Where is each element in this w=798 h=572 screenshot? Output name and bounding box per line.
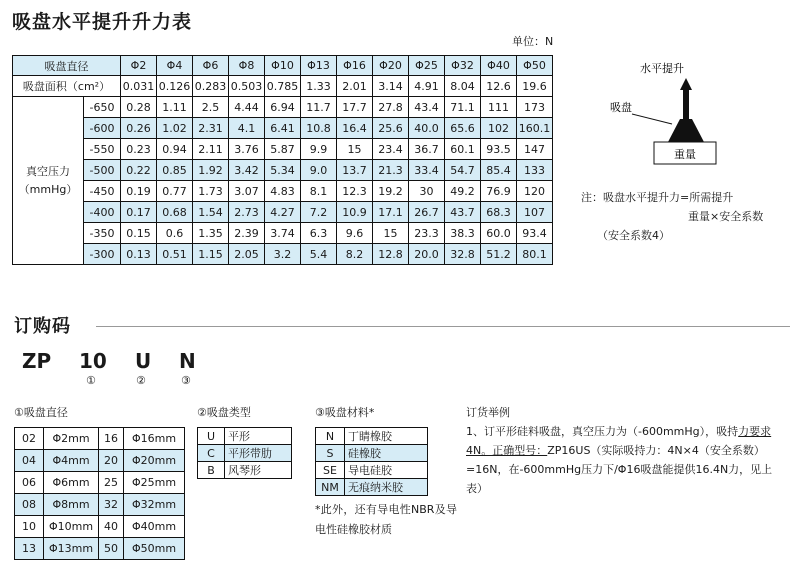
area-cell: 4.91	[409, 76, 445, 97]
lift-value-cell: 6.41	[265, 118, 301, 139]
type-name-cell: 平形带肋	[225, 445, 292, 462]
table-row	[316, 445, 428, 462]
lift-value-cell: 68.3	[481, 202, 517, 223]
material-name-cell: 无痕纳米胶	[345, 479, 428, 496]
diameter-header-cell: Φ6	[193, 56, 229, 76]
type-code-cell: U	[198, 428, 225, 445]
pressure-cell: -500	[84, 160, 121, 181]
table-row	[316, 479, 428, 496]
material-heading: ③吸盘材料*	[315, 406, 375, 419]
lift-value-cell: 23.3	[409, 223, 445, 244]
example-heading: 订货举例	[466, 406, 510, 419]
lift-value-cell: 0.68	[157, 202, 193, 223]
lift-value-cell: 65.6	[445, 118, 481, 139]
lift-value-cell: 93.5	[481, 139, 517, 160]
pressure-cell: -650	[84, 97, 121, 118]
code-marker-3: ③	[181, 374, 191, 387]
material-name-cell: 硅橡胶	[345, 445, 428, 462]
lift-value-cell: 80.1	[517, 244, 553, 265]
lift-value-cell: 102	[481, 118, 517, 139]
up-arrow-icon	[680, 78, 692, 90]
pressure-cell: -450	[84, 181, 121, 202]
type-name-cell: 风琴形	[225, 462, 292, 479]
code-part-series: ZP	[22, 349, 52, 373]
lift-value-cell: 3.42	[229, 160, 265, 181]
lift-value-cell: 10.8	[301, 118, 337, 139]
pressure-cell: -350	[84, 223, 121, 244]
diameter-cell: Φ13mm	[44, 538, 99, 560]
lift-value-cell: 1.73	[193, 181, 229, 202]
example-text	[466, 422, 786, 498]
lift-value-cell: 4.44	[229, 97, 265, 118]
lift-value-cell: 4.1	[229, 118, 265, 139]
pressure-label-line-1: 真空压力	[26, 164, 70, 178]
diameter-cell: 40	[99, 516, 124, 538]
table-row	[198, 462, 292, 479]
table-row	[198, 445, 292, 462]
lift-label: 水平提升	[640, 62, 684, 75]
lift-value-cell: 3.2	[265, 244, 301, 265]
diameter-cell: 50	[99, 538, 124, 560]
lift-value-cell: 6.94	[265, 97, 301, 118]
diameter-header-cell: Φ8	[229, 56, 265, 76]
lift-value-cell: 0.28	[121, 97, 157, 118]
area-cell: 0.283	[193, 76, 229, 97]
diameter-cell: Φ4mm	[44, 450, 99, 472]
cup-label: 吸盘	[610, 101, 632, 114]
formula-note	[581, 188, 763, 245]
lift-value-cell: 6.3	[301, 223, 337, 244]
area-row	[13, 76, 553, 97]
diameter-cell: 10	[15, 516, 44, 538]
diameter-cell: Φ50mm	[124, 538, 185, 560]
lift-value-cell: 71.1	[445, 97, 481, 118]
diameter-header-cell: Φ4	[157, 56, 193, 76]
area-cell: 8.04	[445, 76, 481, 97]
material-code-cell: N	[316, 428, 345, 445]
diameter-cell: Φ20mm	[124, 450, 185, 472]
example-part-3: ZP16US（实际吸持力：4N×4（安全系数）=16N，在-600mmHg压力下/Φ16吸盘能提供16.4N力，见上表）	[466, 444, 773, 495]
note-line-1: 注：吸盘水平提升力=所需提升	[581, 191, 734, 204]
pressure-cell: -300	[84, 244, 121, 265]
lift-value-cell: 7.2	[301, 202, 337, 223]
diameter-cell: Φ2mm	[44, 428, 99, 450]
lift-value-cell: 17.1	[373, 202, 409, 223]
table-row	[13, 97, 553, 118]
area-cell: 3.14	[373, 76, 409, 97]
area-cell: 12.6	[481, 76, 517, 97]
diameter-header-cell: Φ2	[121, 56, 157, 76]
lift-value-cell: 43.7	[445, 202, 481, 223]
lift-value-cell: 1.15	[193, 244, 229, 265]
table-row	[13, 160, 553, 181]
table-row	[13, 202, 553, 223]
lift-value-cell: 0.19	[121, 181, 157, 202]
material-code-cell: S	[316, 445, 345, 462]
diameter-cell: 25	[99, 472, 124, 494]
diameter-cell: 08	[15, 494, 44, 516]
lift-value-cell: 0.26	[121, 118, 157, 139]
diameter-cell: Φ32mm	[124, 494, 185, 516]
lift-value-cell: 160.1	[517, 118, 553, 139]
material-table	[315, 427, 428, 496]
lift-value-cell: 17.7	[337, 97, 373, 118]
lift-value-cell: 32.8	[445, 244, 481, 265]
diameter-cell: 04	[15, 450, 44, 472]
diameter-table	[14, 427, 185, 560]
lift-value-cell: 15	[373, 223, 409, 244]
lift-value-cell: 0.23	[121, 139, 157, 160]
lift-value-cell: 3.76	[229, 139, 265, 160]
area-cell: 2.01	[337, 76, 373, 97]
type-heading: ②吸盘类型	[197, 406, 251, 419]
table-row	[13, 118, 553, 139]
diameter-header-cell: Φ20	[373, 56, 409, 76]
lift-value-cell: 107	[517, 202, 553, 223]
material-name-cell: 丁睛橡胶	[345, 428, 428, 445]
diameter-header-cell: Φ50	[517, 56, 553, 76]
lift-value-cell: 85.4	[481, 160, 517, 181]
lift-value-cell: 11.7	[301, 97, 337, 118]
lift-value-cell: 23.4	[373, 139, 409, 160]
material-name-cell: 导电硅胶	[345, 462, 428, 479]
diameter-cell: 20	[99, 450, 124, 472]
arrow-shaft	[683, 89, 689, 119]
lift-value-cell: 0.15	[121, 223, 157, 244]
table-row	[316, 428, 428, 445]
diameter-cell: Φ10mm	[44, 516, 99, 538]
table-row	[13, 223, 553, 244]
lift-value-cell: 0.22	[121, 160, 157, 181]
note-line-3: （安全系数4）	[597, 229, 670, 242]
lift-value-cell: 93.4	[517, 223, 553, 244]
lift-value-cell: 2.11	[193, 139, 229, 160]
lift-value-cell: 12.8	[373, 244, 409, 265]
lift-value-cell: 2.73	[229, 202, 265, 223]
code-part-material: N	[179, 349, 196, 373]
lift-value-cell: 5.4	[301, 244, 337, 265]
lift-value-cell: 0.17	[121, 202, 157, 223]
lift-value-cell: 12.3	[337, 181, 373, 202]
area-cell: 19.6	[517, 76, 553, 97]
table-row	[15, 450, 185, 472]
lift-value-cell: 60.1	[445, 139, 481, 160]
diameter-cell: Φ25mm	[124, 472, 185, 494]
lift-value-cell: 2.39	[229, 223, 265, 244]
lift-value-cell: 2.5	[193, 97, 229, 118]
lift-value-cell: 0.94	[157, 139, 193, 160]
table-row	[15, 428, 185, 450]
suction-cup-icon	[668, 119, 704, 142]
material-note: *此外，还有导电性NBR及导电性硅橡胶材质	[315, 503, 457, 536]
table-row	[198, 428, 292, 445]
type-table	[197, 427, 292, 479]
lift-value-cell: 16.4	[337, 118, 373, 139]
area-cell: 0.031	[121, 76, 157, 97]
lift-value-cell: 147	[517, 139, 553, 160]
lift-value-cell: 43.4	[409, 97, 445, 118]
diameter-cell: 13	[15, 538, 44, 560]
lift-value-cell: 10.9	[337, 202, 373, 223]
lift-value-cell: 60.0	[481, 223, 517, 244]
lift-value-cell: 40.0	[409, 118, 445, 139]
lift-value-cell: 49.2	[445, 181, 481, 202]
lift-value-cell: 2.31	[193, 118, 229, 139]
diameter-cell: 02	[15, 428, 44, 450]
material-code-cell: NM	[316, 479, 345, 496]
lift-value-cell: 5.87	[265, 139, 301, 160]
table-row	[13, 181, 553, 202]
section-divider	[96, 326, 790, 327]
lift-value-cell: 15	[337, 139, 373, 160]
page-title: 吸盘水平提升升力表	[12, 11, 193, 33]
lift-value-cell: 0.6	[157, 223, 193, 244]
area-label: 吸盘面积（cm²）	[13, 76, 121, 97]
lift-value-cell: 111	[481, 97, 517, 118]
code-part-type: U	[135, 349, 152, 373]
pressure-label-line-2: （mmHg）	[18, 182, 78, 196]
code-marker-2: ②	[136, 374, 146, 387]
area-cell: 0.503	[229, 76, 265, 97]
lift-value-cell: 30	[409, 181, 445, 202]
lift-value-cell: 1.54	[193, 202, 229, 223]
table-row	[15, 516, 185, 538]
pressure-cell: -600	[84, 118, 121, 139]
lift-value-cell: 8.2	[337, 244, 373, 265]
lift-value-cell: 0.51	[157, 244, 193, 265]
area-cell: 0.126	[157, 76, 193, 97]
lift-value-cell: 13.7	[337, 160, 373, 181]
weight-label: 重量	[674, 148, 696, 161]
diameter-header-cell: Φ32	[445, 56, 481, 76]
table-row	[15, 494, 185, 516]
lift-value-cell: 3.74	[265, 223, 301, 244]
lift-table	[12, 55, 553, 265]
lift-value-cell: 21.3	[373, 160, 409, 181]
lift-value-cell: 51.2	[481, 244, 517, 265]
material-code-cell: SE	[316, 462, 345, 479]
type-code-cell: C	[198, 445, 225, 462]
diameter-cell: Φ8mm	[44, 494, 99, 516]
diameter-header-cell: Φ16	[337, 56, 373, 76]
cup-pointer-line	[632, 114, 672, 124]
lift-diagram	[600, 60, 730, 185]
table-row	[316, 462, 428, 479]
pressure-cell: -400	[84, 202, 121, 223]
example-part-1: 1、订平形硅料吸盘，真空压力为（-600mmHg），吸持	[466, 425, 739, 438]
lift-value-cell: 2.05	[229, 244, 265, 265]
lift-value-cell: 4.83	[265, 181, 301, 202]
lift-value-cell: 1.92	[193, 160, 229, 181]
example-part-2: 力要求4N。正确型号：	[466, 425, 772, 457]
unit-label: 单位：N	[512, 35, 554, 48]
code-marker-1: ①	[86, 374, 96, 387]
lift-value-cell: 9.9	[301, 139, 337, 160]
diameter-cell: 32	[99, 494, 124, 516]
lift-value-cell: 26.7	[409, 202, 445, 223]
diameter-cell: 16	[99, 428, 124, 450]
diameter-heading: ①吸盘直径	[14, 406, 68, 419]
table-row	[15, 538, 185, 560]
lift-header-row	[13, 56, 553, 76]
diameter-header-cell: Φ13	[301, 56, 337, 76]
note-line-2: 重量×安全系数	[688, 210, 764, 223]
diameter-cell: Φ40mm	[124, 516, 185, 538]
lift-value-cell: 1.02	[157, 118, 193, 139]
diameter-header-label: 吸盘直径	[13, 56, 121, 76]
lift-value-cell: 173	[517, 97, 553, 118]
lift-value-cell: 27.8	[373, 97, 409, 118]
lift-value-cell: 0.85	[157, 160, 193, 181]
lift-value-cell: 9.6	[337, 223, 373, 244]
lift-value-cell: 0.77	[157, 181, 193, 202]
lift-value-cell: 5.34	[265, 160, 301, 181]
lift-value-cell: 19.2	[373, 181, 409, 202]
lift-value-cell: 38.3	[445, 223, 481, 244]
lift-value-cell: 3.07	[229, 181, 265, 202]
lift-value-cell: 9.0	[301, 160, 337, 181]
table-row	[15, 472, 185, 494]
lift-value-cell: 25.6	[373, 118, 409, 139]
lift-value-cell: 1.35	[193, 223, 229, 244]
lift-value-cell: 4.27	[265, 202, 301, 223]
lift-value-cell: 76.9	[481, 181, 517, 202]
lift-value-cell: 133	[517, 160, 553, 181]
diameter-header-cell: Φ25	[409, 56, 445, 76]
diameter-cell: Φ16mm	[124, 428, 185, 450]
type-code-cell: B	[198, 462, 225, 479]
lift-value-cell: 54.7	[445, 160, 481, 181]
code-part-diameter: 10	[79, 349, 107, 373]
diameter-cell: Φ6mm	[44, 472, 99, 494]
lift-value-cell: 8.1	[301, 181, 337, 202]
lift-value-cell: 33.4	[409, 160, 445, 181]
diameter-header-cell: Φ40	[481, 56, 517, 76]
lift-value-cell: 36.7	[409, 139, 445, 160]
diameter-header-cell: Φ10	[265, 56, 301, 76]
lift-value-cell: 1.11	[157, 97, 193, 118]
pressure-cell: -550	[84, 139, 121, 160]
lift-value-cell: 0.13	[121, 244, 157, 265]
pressure-side-label	[13, 97, 84, 265]
lift-value-cell: 120	[517, 181, 553, 202]
table-row	[13, 244, 553, 265]
diameter-cell: 06	[15, 472, 44, 494]
table-row	[13, 139, 553, 160]
area-cell: 0.785	[265, 76, 301, 97]
order-section-title: 订购码	[14, 316, 71, 337]
lift-value-cell: 20.0	[409, 244, 445, 265]
type-name-cell: 平形	[225, 428, 292, 445]
area-cell: 1.33	[301, 76, 337, 97]
